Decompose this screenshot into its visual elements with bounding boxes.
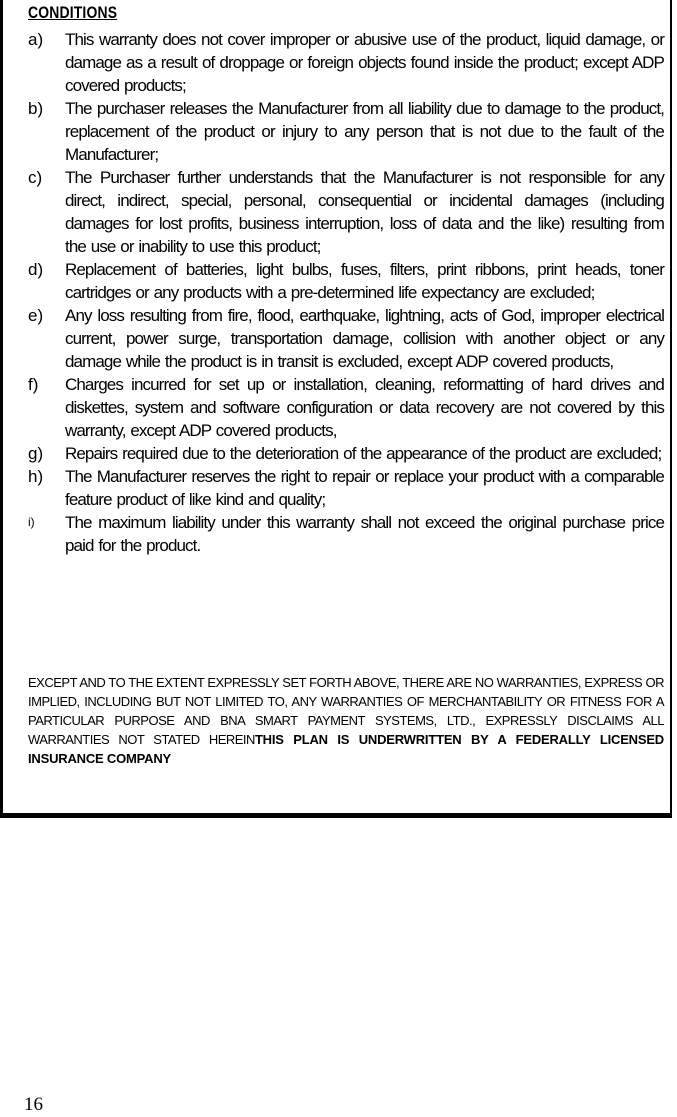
condition-item-b [28,97,664,166]
item-text: The Purchaser further understands that the Manufacturer is not responsible for any direct, indirect, special, personal, consequential or incidental damages (including damages for lost profits, business interruption, loss of data and the like) resulting from the use or inability to use this product; [65,168,664,256]
condition-item-a [28,28,664,97]
disclaimer-text: EXCEPT AND TO THE EXTENT EXPRESSLY SET FORTH ABOVE, THERE ARE NO WARRANTIES, EXPRESS OR IMPLIED, INCLUDING BUT NOT LIMITED TO, ANY WARRANTIES OF MERCHANTABILITY OR FITNESS FOR A PARTICULAR PURPOSE AND BNA SMART PAYMENT SYSTEMS, LTD., EXPRESSLY DISCLAIMS ALL WARRANTIES NOT STATED HEREIN [28,675,664,747]
page-number: 16 [24,1094,43,1115]
item-marker: h) [28,467,44,486]
condition-item-f [28,373,664,442]
underwriter-notice: THIS PLAN IS UNDERWRITTEN BY A FEDERALLY LICENSED INSURANCE COMPANY [28,732,664,766]
item-text: Any loss resulting from fire, flood, earthquake, lightning, acts of God, improper electrical current, power surge, transportation damage, collision with another object or any damage while the product is in transit is excluded, except ADP covered products, [65,306,664,371]
condition-item-h [28,465,664,511]
item-marker: b) [28,99,44,118]
conditions-list [28,28,664,557]
item-text: The purchaser releases the Manufacturer from all liability due to damage to the product, replacement of the product or injury to any person that is not due to the fault of the Manufacturer; [65,99,664,164]
item-marker: c) [28,168,43,187]
item-marker: a) [28,30,44,49]
condition-item-i [28,511,664,557]
condition-item-c [28,166,664,258]
item-marker: f) [28,375,39,394]
item-text: The maximum liability under this warranty shall not exceed the original purchase price paid for the product. [65,513,664,555]
item-text: This warranty does not cover improper or abusive use of the product, liquid damage, or damage as a result of droppage or foreign objects found inside the product; except ADP covered products; [65,30,664,95]
warranty-disclaimer [28,673,664,768]
condition-item-g [28,442,664,465]
item-marker: i) [28,515,35,529]
condition-item-e [28,304,664,373]
item-text: The Manufacturer reserves the right to repair or replace your product with a comparable feature product of like kind and quality; [65,467,664,509]
condition-item-d [28,258,664,304]
item-text: Charges incurred for set up or installation, cleaning, reformatting of hard drives and diskettes, system and software configuration or data recovery are not covered by this warranty, except ADP covered products, [65,375,664,440]
item-text: Repairs required due to the deterioration of the appearance of the product are excluded; [65,444,662,463]
item-marker: e) [28,306,44,325]
conditions-heading: CONDITIONS [28,3,118,22]
item-text: Replacement of batteries, light bulbs, fuses, filters, print ribbons, print heads, toner cartridges or any products with a pre-determined life expectancy are excluded; [65,260,664,302]
item-marker: g) [28,444,44,463]
item-marker: d) [28,260,44,279]
